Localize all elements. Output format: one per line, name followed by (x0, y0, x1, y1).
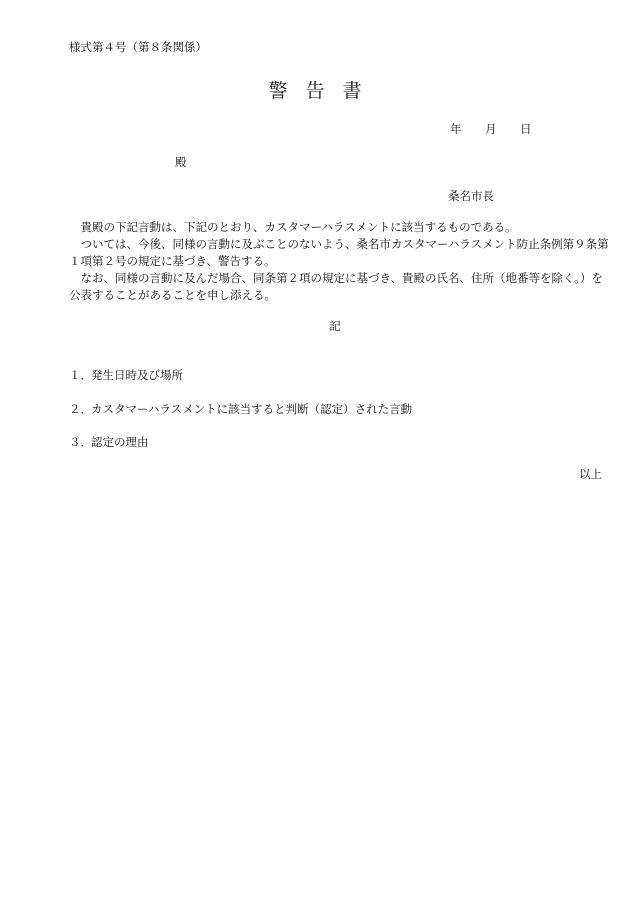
ki-heading: 記 (329, 319, 341, 333)
date-day: 日 (520, 122, 532, 136)
item-label: カスタマーハラスメントに該当すると判断（認定）された言動 (91, 402, 413, 416)
date-month: 月 (485, 122, 497, 136)
item-label: 認定の理由 (91, 435, 149, 449)
date-year: 年 (450, 122, 462, 136)
body-paragraph-1: 貴殿の下記言動は、下記のとおり、カスタマーハラスメントに該当するものである。 (80, 220, 517, 234)
title-char-3: 書 (342, 80, 362, 102)
title-char-2: 告 (305, 80, 325, 102)
list-item (69, 434, 149, 450)
body-text (69, 219, 609, 304)
item-label: 発生日時及び場所 (91, 368, 183, 382)
title-char-1: 警 (268, 80, 288, 102)
body-paragraph-2: ついては、今後、同様の言動に及ぶことのないよう、桑名市カスタマーハラスメント防止条例第９条第１項第２号の規定に基づき、警告する。 (69, 237, 609, 268)
sender: 桑名市長 (448, 189, 494, 203)
item-number: ３． (69, 435, 92, 449)
addressee: 殿 (175, 155, 187, 169)
list-item (69, 401, 412, 417)
body-paragraph-3: なお、同様の言動に及んだ場合、同条第２項の規定に基づき、貴殿の氏名、住所（地番等を除く。）を公表することがあることを申し添える。 (69, 271, 604, 302)
document-title (0, 76, 630, 103)
list-item (69, 367, 183, 383)
closing-text: 以上 (579, 467, 602, 481)
item-number: １． (69, 368, 92, 382)
item-number: ２． (69, 402, 92, 416)
form-number: 様式第４号（第８条関係） (69, 40, 207, 54)
